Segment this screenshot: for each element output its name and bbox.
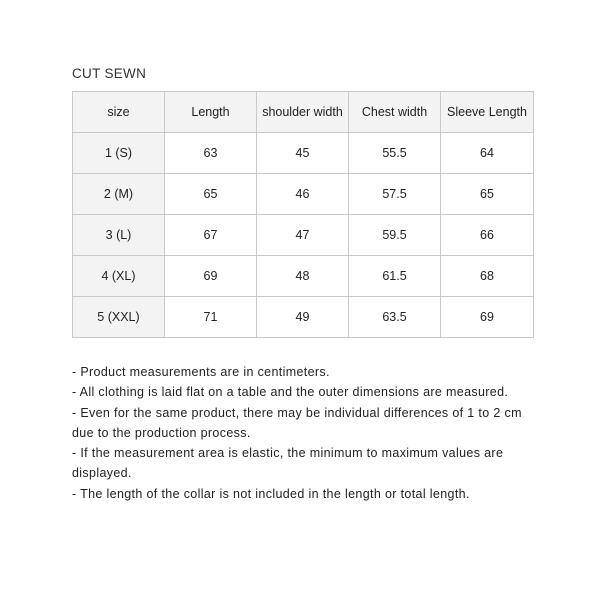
length-cell: 69 (165, 256, 257, 297)
size-cell: 1 (S) (73, 133, 165, 174)
measurement-notes (72, 362, 542, 504)
note-line: - Product measurements are in centimeters. (72, 365, 330, 379)
chest-width-cell: 55.5 (349, 133, 441, 174)
size-cell: 2 (M) (73, 174, 165, 215)
sleeve-length-cell: 65 (441, 174, 534, 215)
note-line: - All clothing is laid flat on a table and the outer dimensions are measured. (72, 385, 509, 400)
size-cell: 4 (XL) (73, 256, 165, 297)
table-row (73, 133, 534, 174)
table-row (73, 174, 534, 215)
header-shoulder-width: shoulder width (257, 92, 349, 133)
shoulder-width-cell: 48 (257, 256, 349, 297)
shoulder-width-cell: 45 (257, 133, 349, 174)
sleeve-length-cell: 64 (441, 133, 534, 174)
sleeve-length-cell: 68 (441, 256, 534, 297)
page-title: CUT SEWN (72, 66, 147, 81)
header-sleeve-length: Sleeve Length (441, 92, 534, 133)
length-cell: 71 (165, 297, 257, 338)
sleeve-length-cell: 69 (441, 297, 534, 338)
table-row (73, 297, 534, 338)
table-row (73, 256, 534, 297)
table-header-row (73, 92, 534, 133)
shoulder-width-cell: 46 (257, 174, 349, 215)
chest-width-cell: 59.5 (349, 215, 441, 256)
note-line: - Even for the same product, there may be individual differences of 1 to 2 cm due to the production process. (72, 405, 522, 440)
size-cell: 3 (L) (73, 215, 165, 256)
length-cell: 65 (165, 174, 257, 215)
chest-width-cell: 61.5 (349, 256, 441, 297)
table-row (73, 215, 534, 256)
chest-width-cell: 63.5 (349, 297, 441, 338)
size-chart-table (72, 91, 534, 338)
note-line: - If the measurement area is elastic, the minimum to maximum values are displayed. (72, 446, 504, 481)
length-cell: 63 (165, 133, 257, 174)
shoulder-width-cell: 49 (257, 297, 349, 338)
size-cell: 5 (XXL) (73, 297, 165, 338)
note-line: - The length of the collar is not included in the length or total length. (72, 486, 470, 501)
shoulder-width-cell: 47 (257, 215, 349, 256)
sleeve-length-cell: 66 (441, 215, 534, 256)
chest-width-cell: 57.5 (349, 174, 441, 215)
header-chest-width: Chest width (349, 92, 441, 133)
header-length: Length (165, 92, 257, 133)
header-size: size (73, 92, 165, 133)
length-cell: 67 (165, 215, 257, 256)
